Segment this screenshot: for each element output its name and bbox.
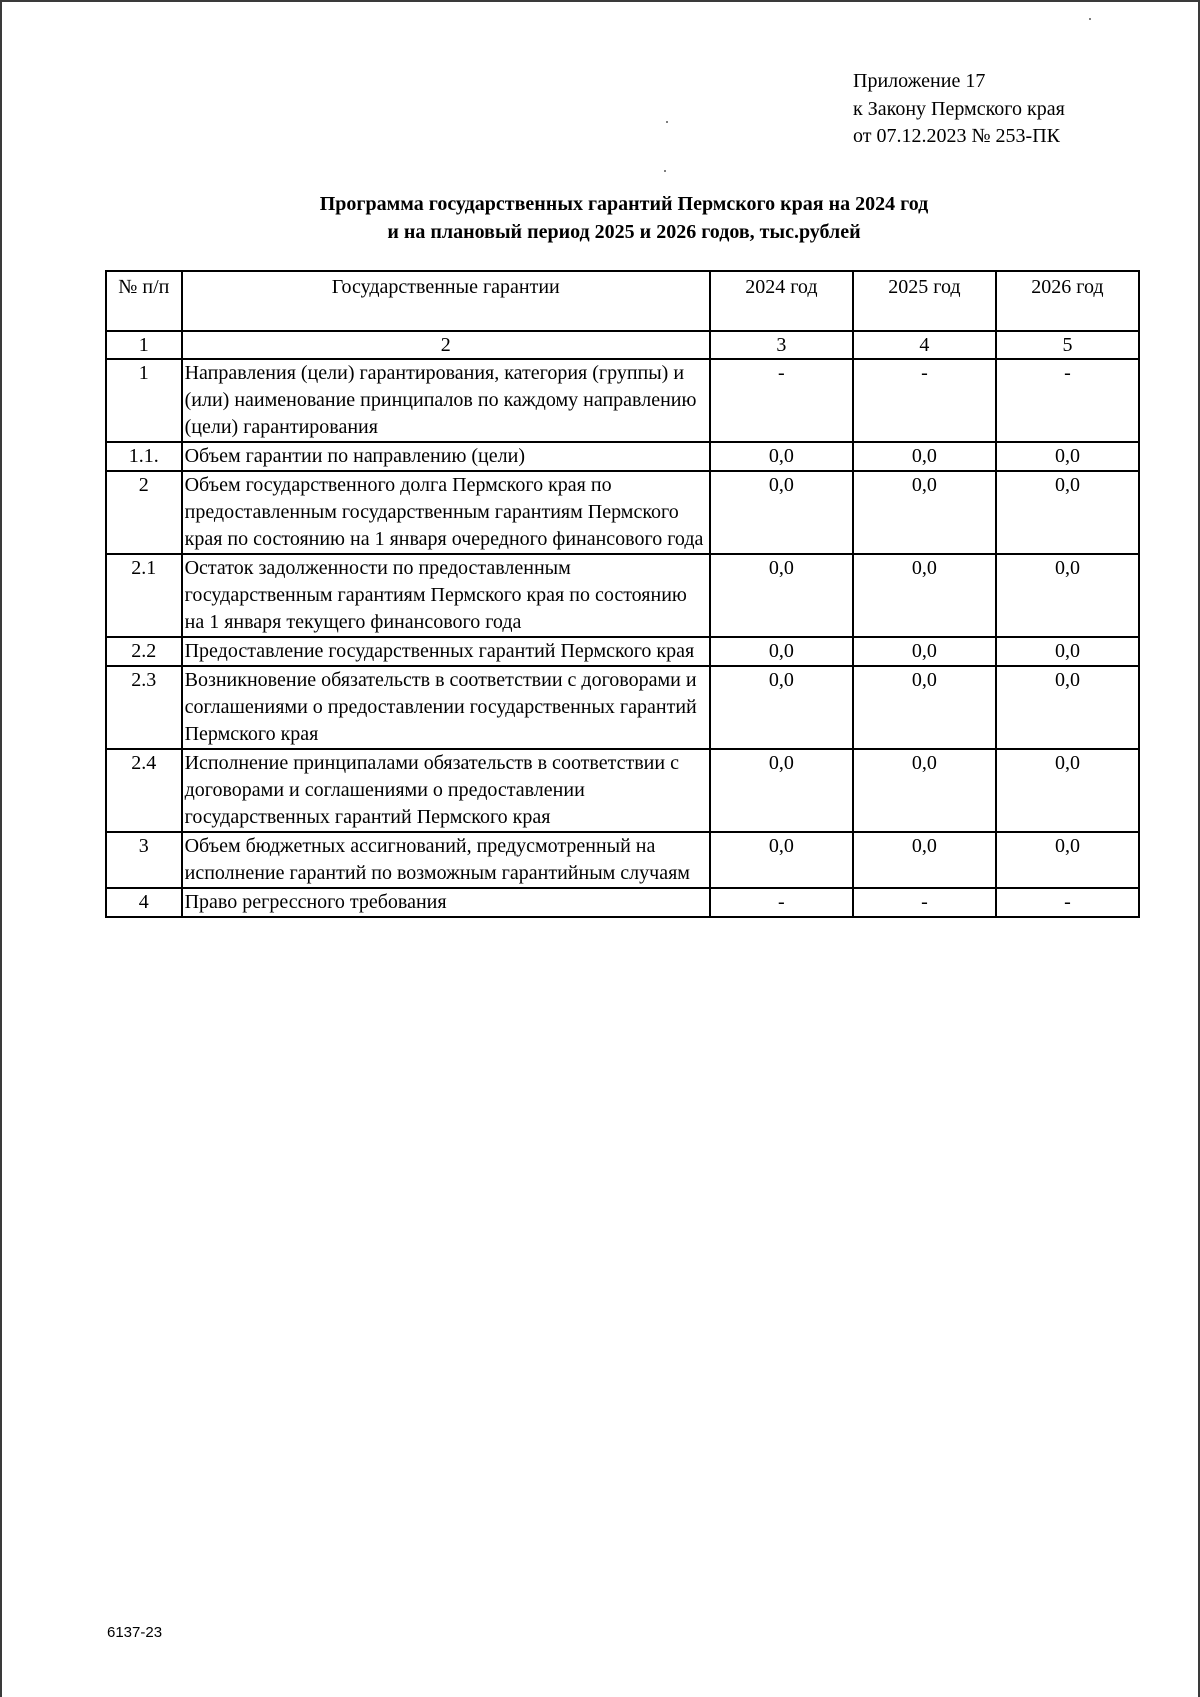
table-row [106, 554, 1139, 637]
row-name: Остаток задолженности по предоставленным государственным гарантиям Пермского края по состоянию на 1 января текущего финансового года [182, 554, 710, 637]
row-value-2026: 0,0 [996, 471, 1139, 554]
row-value-2025: - [853, 888, 996, 917]
annex-reference [853, 68, 1065, 151]
row-num: 1.1. [106, 442, 182, 471]
row-value-2024: 0,0 [710, 666, 853, 749]
row-name: Направления (цели) гарантирования, категория (группы) и (или) наименование принципалов по каждому направлению (цели) гарантирования [182, 359, 710, 442]
column-number: 1 [106, 331, 182, 359]
document-code: 6137-23 [107, 1624, 163, 1641]
header-name: Государственные гарантии [182, 271, 710, 331]
row-value-2025: 0,0 [853, 442, 996, 471]
column-number: 3 [710, 331, 853, 359]
row-value-2026: 0,0 [996, 749, 1139, 832]
row-value-2024: 0,0 [710, 554, 853, 637]
row-name: Объем бюджетных ассигнований, предусмотренный на исполнение гарантий по возможным гарантийным случаям [182, 832, 710, 888]
row-num: 2.1 [106, 554, 182, 637]
table-row [106, 359, 1139, 442]
scan-speck [1089, 18, 1091, 20]
row-num: 3 [106, 832, 182, 888]
table-row [106, 471, 1139, 554]
row-num: 4 [106, 888, 182, 917]
annex-line-2: к Закону Пермского края [853, 97, 1065, 120]
row-value-2025: 0,0 [853, 832, 996, 888]
row-value-2026: 0,0 [996, 442, 1139, 471]
row-value-2025: 0,0 [853, 554, 996, 637]
column-numbers-row [106, 331, 1139, 359]
row-value-2026: 0,0 [996, 554, 1139, 637]
title-line-1: Программа государственных гарантий Пермского края на 2024 год [319, 193, 929, 215]
column-number: 2 [182, 331, 710, 359]
scan-edge-top [0, 0, 1200, 2]
table-row [106, 888, 1139, 917]
column-number: 4 [853, 331, 996, 359]
table-row [106, 832, 1139, 888]
header-num: № п/п [106, 271, 182, 331]
guarantees-table [105, 270, 1140, 918]
row-value-2025: 0,0 [853, 749, 996, 832]
row-name: Возникновение обязательств в соответствии с договорами и соглашениями о предоставлении государственных гарантий Пермского края [182, 666, 710, 749]
row-value-2024: 0,0 [710, 637, 853, 666]
row-value-2024: - [710, 888, 853, 917]
header-2025: 2025 год [853, 271, 996, 331]
row-value-2024: 0,0 [710, 442, 853, 471]
table-row [106, 749, 1139, 832]
row-value-2025: 0,0 [853, 637, 996, 666]
header-2026: 2026 год [996, 271, 1139, 331]
row-name: Право регрессного требования [182, 888, 710, 917]
row-name: Объем государственного долга Пермского края по предоставленным государственным гарантиям Пермского края по состоянию на 1 января очередного финансового года [182, 471, 710, 554]
header-2024: 2024 год [710, 271, 853, 331]
column-number: 5 [996, 331, 1139, 359]
table-header-row [106, 271, 1139, 331]
scan-edge-left [0, 0, 2, 1697]
row-value-2026: 0,0 [996, 637, 1139, 666]
table-row [106, 442, 1139, 471]
row-value-2024: 0,0 [710, 471, 853, 554]
annex-line-3: от 07.12.2023 № 253-ПК [853, 125, 1061, 147]
row-num: 2 [106, 471, 182, 554]
document-title [0, 190, 1200, 246]
scan-speck [666, 121, 668, 123]
row-value-2026: 0,0 [996, 666, 1139, 749]
row-value-2024: 0,0 [710, 832, 853, 888]
row-num: 2.3 [106, 666, 182, 749]
row-name: Исполнение принципалами обязательств в соответствии с договорами и соглашениями о предоставлении государственных гарантий Пермского края [182, 749, 710, 832]
row-value-2025: 0,0 [853, 666, 996, 749]
row-value-2025: - [853, 359, 996, 442]
row-name: Объем гарантии по направлению (цели) [182, 442, 710, 471]
row-num: 2.4 [106, 749, 182, 832]
row-value-2026: - [996, 888, 1139, 917]
row-value-2026: 0,0 [996, 832, 1139, 888]
table-row [106, 666, 1139, 749]
row-num: 1 [106, 359, 182, 442]
row-value-2026: - [996, 359, 1139, 442]
row-value-2025: 0,0 [853, 471, 996, 554]
row-value-2024: - [710, 359, 853, 442]
row-value-2024: 0,0 [710, 749, 853, 832]
table-row [106, 637, 1139, 666]
row-num: 2.2 [106, 637, 182, 666]
annex-line-1: Приложение 17 [853, 70, 986, 92]
row-name: Предоставление государственных гарантий Пермского края [182, 637, 710, 666]
scan-speck [664, 170, 666, 172]
title-line-2: и на плановый период 2025 и 2026 годов, тыс.рублей [387, 221, 861, 243]
